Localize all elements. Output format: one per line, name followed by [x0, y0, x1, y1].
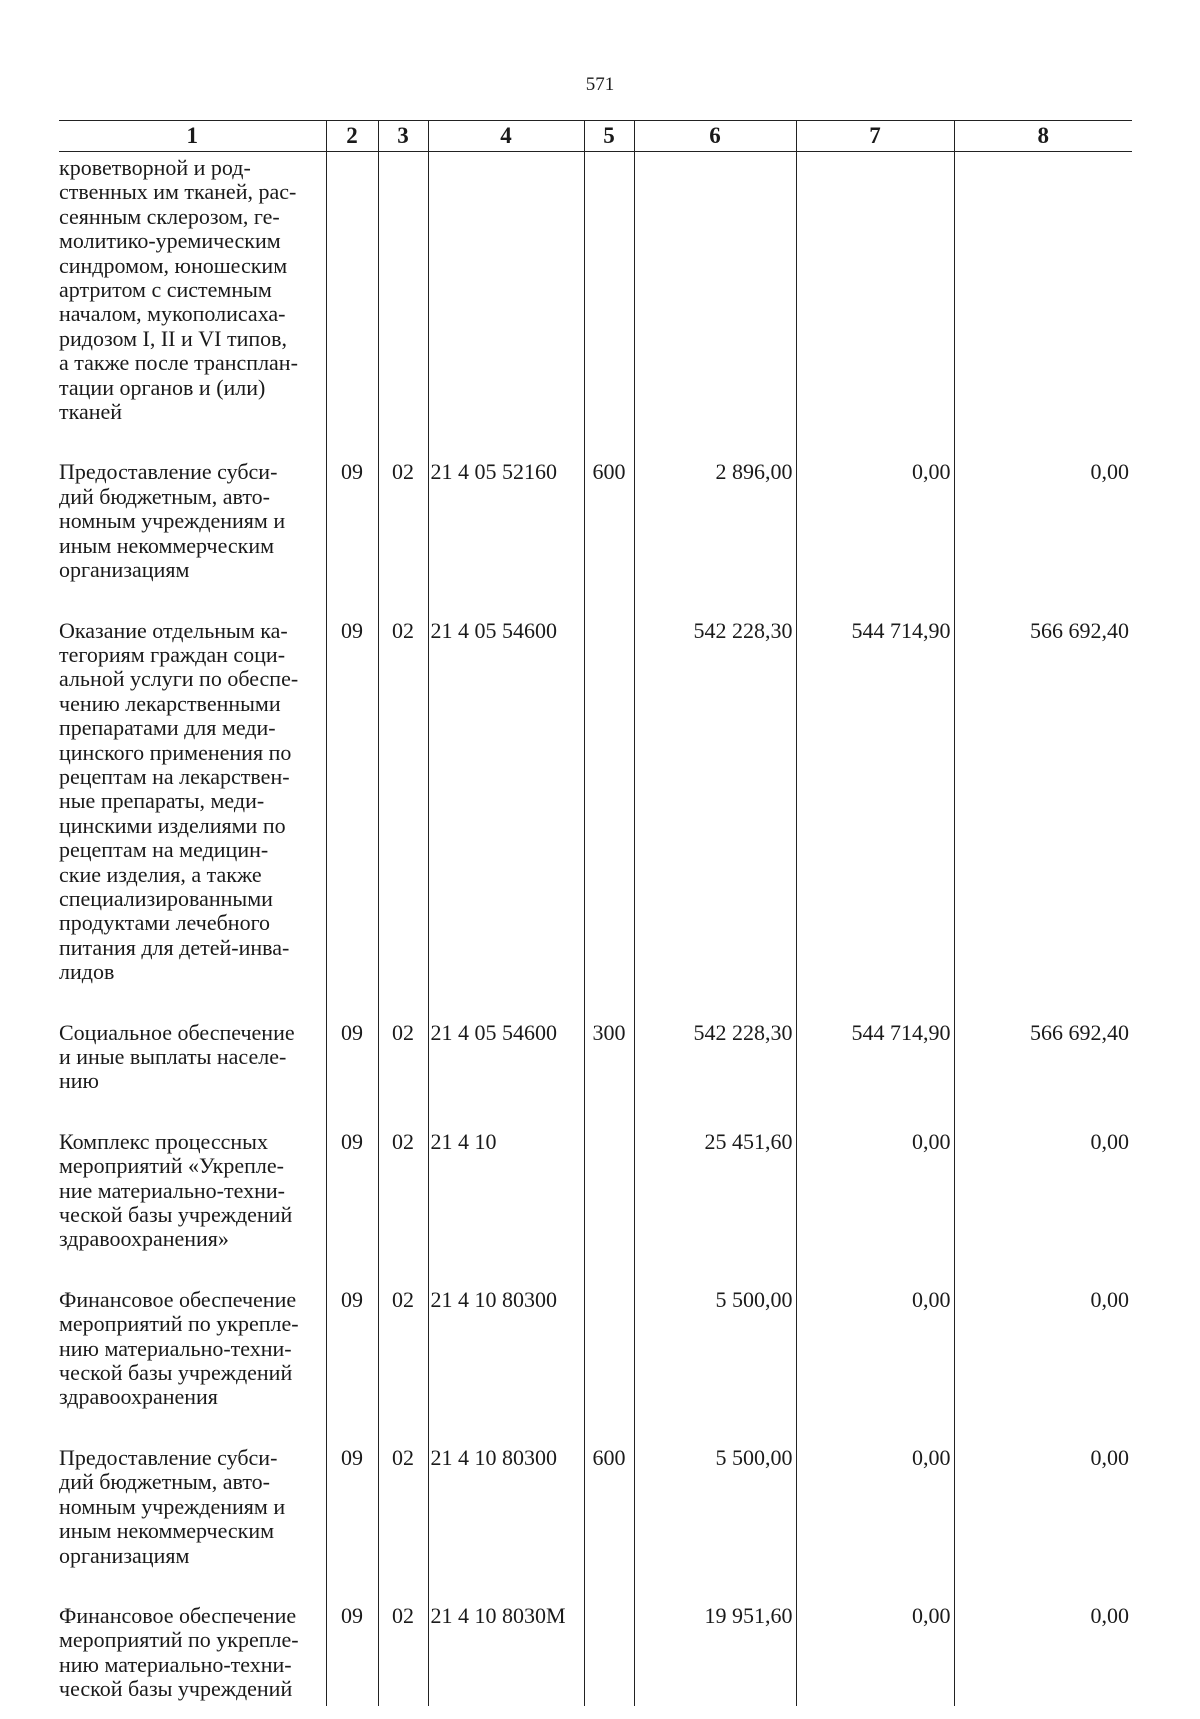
- cell-expense-type: [584, 152, 634, 448]
- table-row: [59, 1433, 1132, 1591]
- cell-subsection: 02: [378, 1433, 428, 1591]
- header-col-2: 2: [326, 121, 378, 152]
- cell-amount-year-2: 544 714,90: [796, 606, 954, 1008]
- name-line: чению лекарственными: [59, 690, 281, 716]
- name-line: Предоставление субси-: [59, 1444, 278, 1470]
- name-line: иным некоммерческим: [59, 532, 275, 558]
- name-line: ридозом I, II и VI типов,: [59, 325, 288, 351]
- name-line: ные препараты, меди-: [59, 788, 265, 814]
- name-line: ческой базы учреждений: [59, 1676, 293, 1702]
- name-line: специализированными: [59, 885, 273, 911]
- budget-table: [59, 120, 1132, 1706]
- name-line: ские изделия, а также: [59, 861, 262, 887]
- page-number: 571: [585, 74, 615, 95]
- cell-amount-year-3: 566 692,40: [954, 606, 1132, 1008]
- cell-amount-year-3: 0,00: [954, 1433, 1132, 1591]
- cell-subsection: 02: [378, 1275, 428, 1433]
- cell-expense-type: [584, 1591, 634, 1706]
- cell-section: [326, 152, 378, 448]
- table-row: [59, 1275, 1132, 1433]
- name-line: мероприятий «Укрепле-: [59, 1153, 284, 1179]
- cell-amount-year-1: 5 500,00: [634, 1433, 796, 1591]
- name-line: нию материально-техни-: [59, 1651, 292, 1677]
- table-row: [59, 1008, 1132, 1117]
- cell-amount-year-1: [634, 152, 796, 448]
- name-line: препаратами для меди-: [59, 715, 276, 741]
- cell-subsection: 02: [378, 1117, 428, 1275]
- cell-amount-year-2: 0,00: [796, 1275, 954, 1433]
- cell-name: [59, 152, 326, 448]
- name-line: Оказание отдельным ка-: [59, 617, 288, 643]
- cell-expense-type: 600: [584, 1433, 634, 1591]
- cell-expense-type: [584, 606, 634, 1008]
- cell-section: 09: [326, 1433, 378, 1591]
- cell-amount-year-2: 0,00: [796, 1433, 954, 1591]
- name-line: а также после трансплан-: [59, 350, 298, 376]
- cell-target-article: 21 4 10 80300: [428, 1275, 584, 1433]
- cell-amount-year-1: 19 951,60: [634, 1591, 796, 1706]
- name-line: кроветворной и род-: [59, 155, 251, 180]
- cell-expense-type: [584, 1275, 634, 1433]
- name-line: рецептам на лекарствен-: [59, 763, 290, 789]
- cell-amount-year-2: [796, 152, 954, 448]
- name-line: здравоохранения: [59, 1384, 218, 1410]
- cell-target-article: 21 4 10: [428, 1117, 584, 1275]
- name-line: ческой базы учреждений: [59, 1202, 293, 1228]
- header-col-8: 8: [954, 121, 1132, 152]
- name-line: Предоставление субси-: [59, 459, 278, 485]
- table-row: [59, 1117, 1132, 1275]
- cell-expense-type: 300: [584, 1008, 634, 1117]
- table-header-row: [59, 121, 1132, 152]
- cell-name: [59, 1591, 326, 1706]
- name-line: Финансовое обеспечение: [59, 1286, 297, 1312]
- cell-target-article: 21 4 05 52160: [428, 447, 584, 605]
- name-line: Комплекс процессных: [59, 1128, 268, 1154]
- table-row: [59, 606, 1132, 1008]
- cell-amount-year-2: 0,00: [796, 1591, 954, 1706]
- name-line: тканей: [59, 399, 123, 425]
- cell-target-article: 21 4 10 80300: [428, 1433, 584, 1591]
- cell-name: [59, 447, 326, 605]
- cell-amount-year-3: 0,00: [954, 1275, 1132, 1433]
- name-line: дий бюджетным, авто-: [59, 483, 270, 509]
- cell-target-article: 21 4 05 54600: [428, 606, 584, 1008]
- header-col-6: 6: [634, 121, 796, 152]
- header-col-7: 7: [796, 121, 954, 152]
- header-col-4: 4: [428, 121, 584, 152]
- name-line: артритом с системным: [59, 277, 272, 303]
- cell-target-article: 21 4 05 54600: [428, 1008, 584, 1117]
- cell-section: 09: [326, 1275, 378, 1433]
- cell-amount-year-3: [954, 152, 1132, 448]
- cell-amount-year-1: 5 500,00: [634, 1275, 796, 1433]
- cell-expense-type: 600: [584, 447, 634, 605]
- cell-target-article: [428, 152, 584, 448]
- cell-section: 09: [326, 606, 378, 1008]
- cell-name: [59, 1433, 326, 1591]
- name-line: тации органов и (или): [59, 374, 266, 400]
- name-line: питания для детей-инва-: [59, 934, 290, 960]
- cell-amount-year-1: 25 451,60: [634, 1117, 796, 1275]
- name-line: дий бюджетным, авто-: [59, 1469, 270, 1495]
- name-line: цинского применения по: [59, 739, 292, 765]
- cell-name: [59, 606, 326, 1008]
- cell-section: 09: [326, 1008, 378, 1117]
- name-line: иным некоммерческим: [59, 1518, 275, 1544]
- name-line: продуктами лечебного: [59, 910, 271, 936]
- name-line: номным учреждениям и: [59, 1493, 286, 1519]
- name-line: лидов: [59, 959, 115, 985]
- cell-amount-year-3: 0,00: [954, 1591, 1132, 1706]
- cell-subsection: 02: [378, 1591, 428, 1706]
- cell-subsection: 02: [378, 606, 428, 1008]
- name-line: сеянным склерозом, ге-: [59, 203, 280, 229]
- table-row: [59, 152, 1132, 448]
- header-col-5: 5: [584, 121, 634, 152]
- name-line: мероприятий по укрепле-: [59, 1627, 299, 1653]
- name-line: Социальное обеспечение: [59, 1019, 295, 1045]
- cell-name: [59, 1008, 326, 1117]
- cell-section: 09: [326, 1117, 378, 1275]
- name-line: организациям: [59, 1542, 190, 1568]
- name-line: нию материально-техни-: [59, 1335, 292, 1361]
- name-line: ческой базы учреждений: [59, 1360, 293, 1386]
- cell-amount-year-1: 2 896,00: [634, 447, 796, 605]
- name-line: нию: [59, 1068, 99, 1094]
- table-row: [59, 447, 1132, 605]
- name-line: молитико-уремическим: [59, 228, 281, 254]
- cell-amount-year-1: 542 228,30: [634, 606, 796, 1008]
- name-line: синдромом, юношеским: [59, 252, 288, 278]
- name-line: организациям: [59, 557, 190, 583]
- name-line: и иные выплаты населе-: [59, 1044, 287, 1069]
- name-line: ние материально-техни-: [59, 1177, 285, 1203]
- cell-name: [59, 1275, 326, 1433]
- cell-amount-year-2: 544 714,90: [796, 1008, 954, 1117]
- name-line: альной услуги по обеспе-: [59, 666, 299, 692]
- name-line: тегориям граждан соци-: [59, 641, 286, 667]
- cell-amount-year-3: 566 692,40: [954, 1008, 1132, 1117]
- cell-name: [59, 1117, 326, 1275]
- cell-subsection: 02: [378, 447, 428, 605]
- header-col-1: 1: [59, 121, 326, 152]
- name-line: номным учреждениям и: [59, 508, 286, 534]
- cell-amount-year-1: 542 228,30: [634, 1008, 796, 1117]
- cell-section: 09: [326, 447, 378, 605]
- table-row: [59, 1591, 1132, 1706]
- name-line: ственных им тканей, рас-: [59, 179, 297, 205]
- cell-amount-year-2: 0,00: [796, 447, 954, 605]
- cell-amount-year-3: 0,00: [954, 447, 1132, 605]
- cell-amount-year-3: 0,00: [954, 1117, 1132, 1275]
- name-line: рецептам на медицин-: [59, 837, 269, 863]
- cell-expense-type: [584, 1117, 634, 1275]
- name-line: началом, мукополисаха-: [59, 301, 286, 327]
- cell-subsection: 02: [378, 1008, 428, 1117]
- name-line: мероприятий по укрепле-: [59, 1311, 299, 1337]
- name-line: цинскими изделиями по: [59, 812, 286, 838]
- cell-target-article: 21 4 10 8030М: [428, 1591, 584, 1706]
- cell-amount-year-2: 0,00: [796, 1117, 954, 1275]
- name-line: здравоохранения»: [59, 1226, 229, 1252]
- cell-section: 09: [326, 1591, 378, 1706]
- name-line: Финансовое обеспечение: [59, 1602, 297, 1628]
- cell-subsection: [378, 152, 428, 448]
- header-col-3: 3: [378, 121, 428, 152]
